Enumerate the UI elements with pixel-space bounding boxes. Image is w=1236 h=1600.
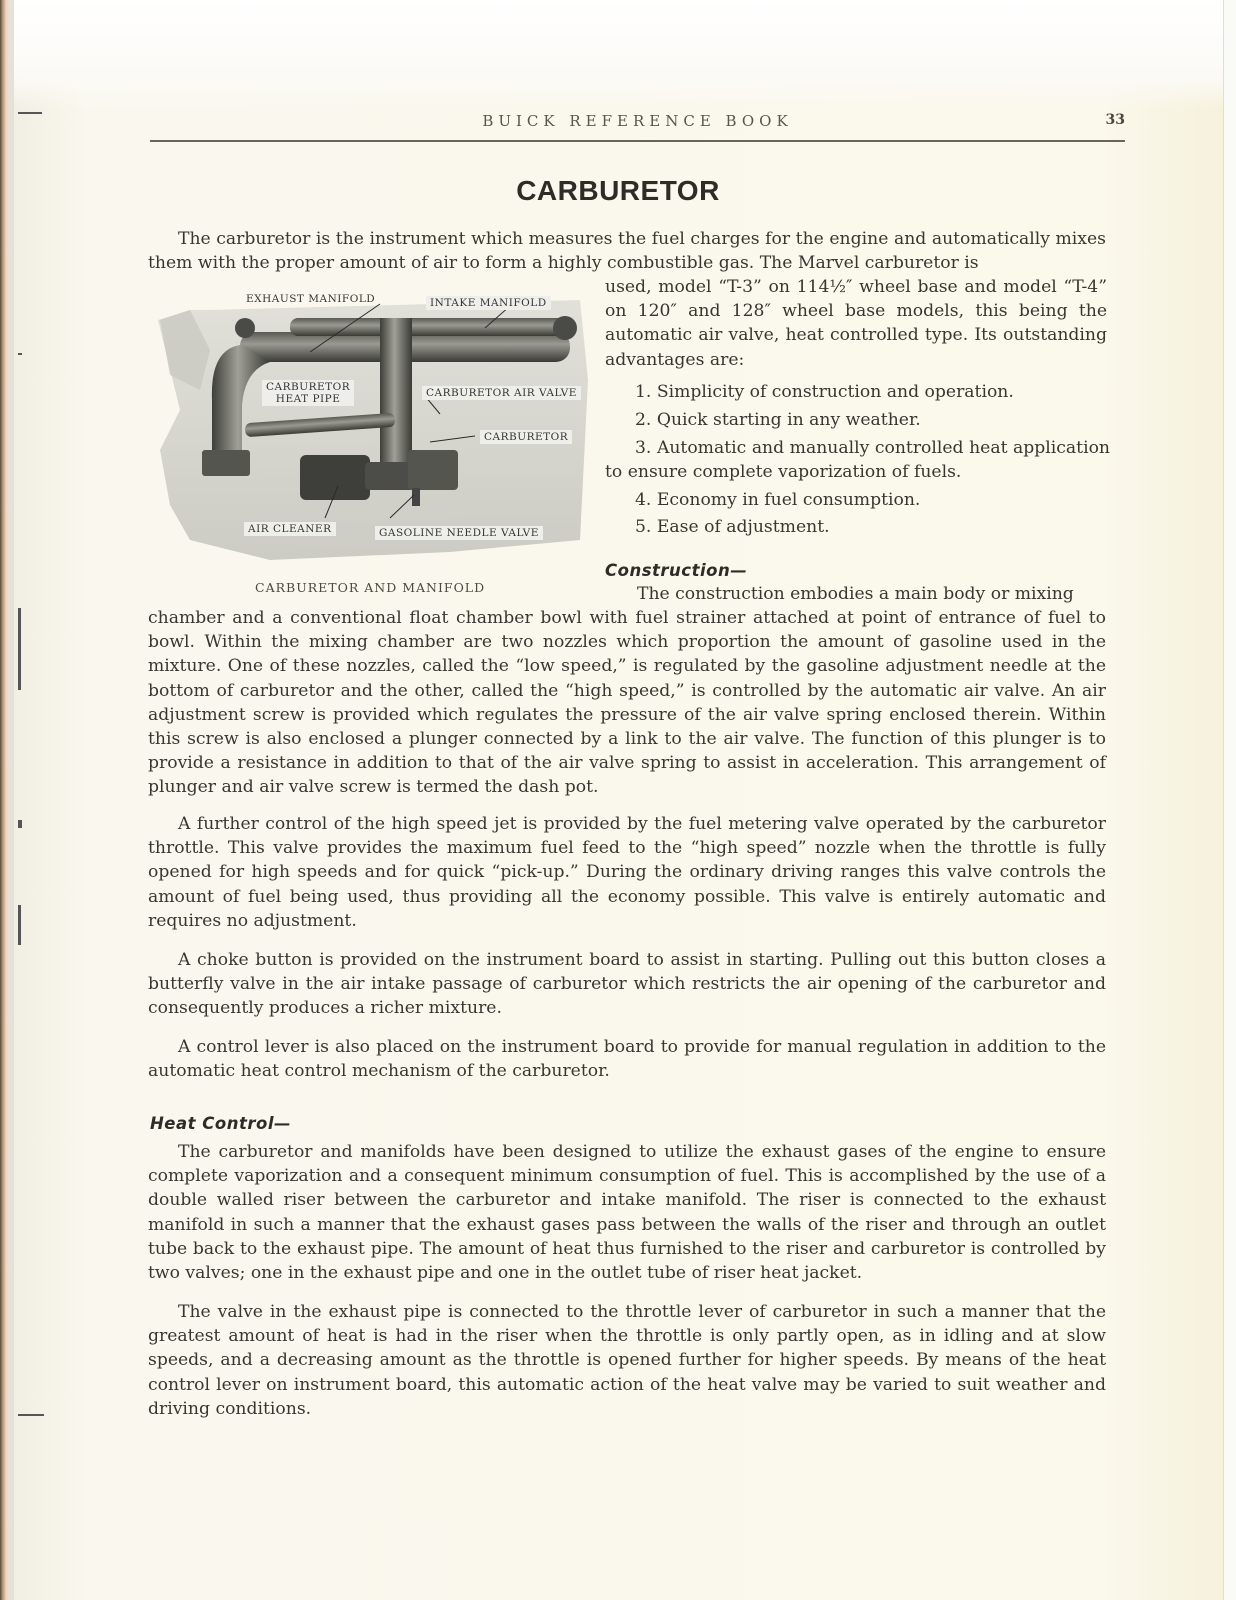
page-number: 33	[1105, 112, 1125, 128]
margin-tick	[18, 1414, 44, 1416]
label-exhaust-manifold: EXHAUST MANIFOLD	[246, 293, 376, 305]
margin-tick	[18, 353, 22, 355]
scan-top-shade	[14, 0, 1224, 110]
label-heat-pipe-line1: CARBURETOR	[266, 381, 351, 393]
heat-control-paragraph-2: The valve in the exhaust pipe is connected to the throttle lever of carburetor in such a manner that the greatest amount of heat is had in the riser when the throttle is only partly open, as in idling and at slow speeds, and a decreasing amount as the throttle is opened further for higher speeds. By means of the heat control lever on instrument board, this automatic action of the heat valve may be varied to suit weather and driving conditions.	[148, 1302, 1106, 1419]
label-intake-manifold: INTAKE MANIFOLD	[426, 296, 551, 310]
running-header	[150, 110, 1125, 142]
advantage-item: 5. Ease of adjustment.	[635, 517, 830, 537]
advantage-item: 3. Automatic and manually controlled heat application to ensure complete vaporization of fuels.	[605, 438, 1110, 483]
page-binding-edge	[0, 0, 14, 1600]
intro-continuation: used, model “T-3” on 114½″ wheel base and model “T-4” on 120″ and 128″ wheel base models, this being the automatic air valve, heat controlled type. Its outstanding advantages are:	[605, 277, 1107, 370]
heat-control-heading: Heat Control—	[150, 1114, 291, 1133]
label-carburetor-air-valve: CARBURETOR AIR VALVE	[422, 386, 581, 400]
construction-paragraph-2: A further control of the high speed jet is provided by the fuel metering valve operated by the carburetor throttle. This valve provides the maximum fuel feed to the “high speed” nozzle when the throttle is fully opened for high speeds and for quick “pick-up.” During the ordinary driving ranges this valve controls the amount of fuel being used, thus providing all the economy possible. This valve is entirely automatic and requires no adjustment.	[148, 814, 1106, 931]
construction-paragraph-3: A choke button is provided on the instrument board to assist in starting. Pulling out this button closes a butterfly valve in the air intake passage of carburetor which restricts the air opening of the carburetor and consequently produces a richer mixture.	[148, 950, 1106, 1019]
page-right-edge	[1223, 0, 1236, 1600]
label-carburetor: CARBURETOR	[480, 430, 572, 444]
carburetor-manifold-figure	[150, 290, 592, 570]
heat-control-paragraph-1: The carburetor and manifolds have been designed to utilize the exhaust gases of the engine to ensure complete vaporization and a consequent minimum consumption of fuel. This is accomplished by the use of a double walled riser between the carburetor and intake manifold. The riser is connected to the exhaust manifold in such a manner that the exhaust gases pass between the walls of the riser and through an outlet tube back to the exhaust pipe. The amount of heat thus furnished to the riser and carburetor is controlled by two valves; one in the exhaust pipe and one in the outlet tube of riser heat jacket.	[148, 1142, 1106, 1284]
margin-tick	[18, 905, 21, 945]
construction-heading: Construction—	[605, 561, 748, 580]
margin-tick	[18, 112, 42, 114]
label-heat-pipe-line2: HEAT PIPE	[275, 393, 341, 405]
label-gasoline-needle-valve: GASOLINE NEEDLE VALVE	[375, 526, 543, 540]
intro-paragraph: The carburetor is the instrument which measures the fuel charges for the engine and automatically mixes them with the proper amount of air to form a highly combustible gas. The Marvel carburetor is	[148, 229, 1106, 274]
running-title: BUICK REFERENCE BOOK	[482, 112, 793, 130]
construction-paragraph-4: A control lever is also placed on the instrument board to provide for manual regulation in addition to the automatic heat control mechanism of the carburetor.	[148, 1037, 1106, 1082]
label-carburetor-heat-pipe	[262, 380, 354, 406]
margin-tick	[18, 640, 21, 690]
label-air-cleaner: AIR CLEANER	[244, 522, 336, 536]
figure-caption: CARBURETOR AND MANIFOLD	[255, 580, 486, 595]
advantage-item: 1. Simplicity of construction and operation.	[635, 382, 1014, 402]
advantage-item: 4. Economy in fuel consumption.	[635, 490, 921, 510]
advantage-item: 2. Quick starting in any weather.	[635, 410, 921, 430]
construction-paragraph-1: chamber and a conventional float chamber bowl with fuel strainer attached at point of entrance of fuel to bowl. Within the mixing chamber are two nozzles which proportion the amount of gasoline used in the mixture. One of these nozzles, called the “low speed,” is regulated by the gasoline adjustment needle at the bottom of carburetor and the other, called the “high speed,” is controlled by the automatic air valve. An air adjustment screw is provided which regulates the pressure of the air valve spring enclosed therein. Within this screw is also enclosed a plunger connected by a link to the air valve. The function of this plunger is to provide a resistance in addition to that of the air valve spring to assist in acceleration. This arrangement of plunger and air valve screw is termed the dash pot.	[148, 608, 1106, 798]
construction-first-line: The construction embodies a main body or mixing	[637, 584, 1074, 604]
margin-tick	[18, 820, 22, 828]
section-title: CARBURETOR	[516, 175, 720, 206]
